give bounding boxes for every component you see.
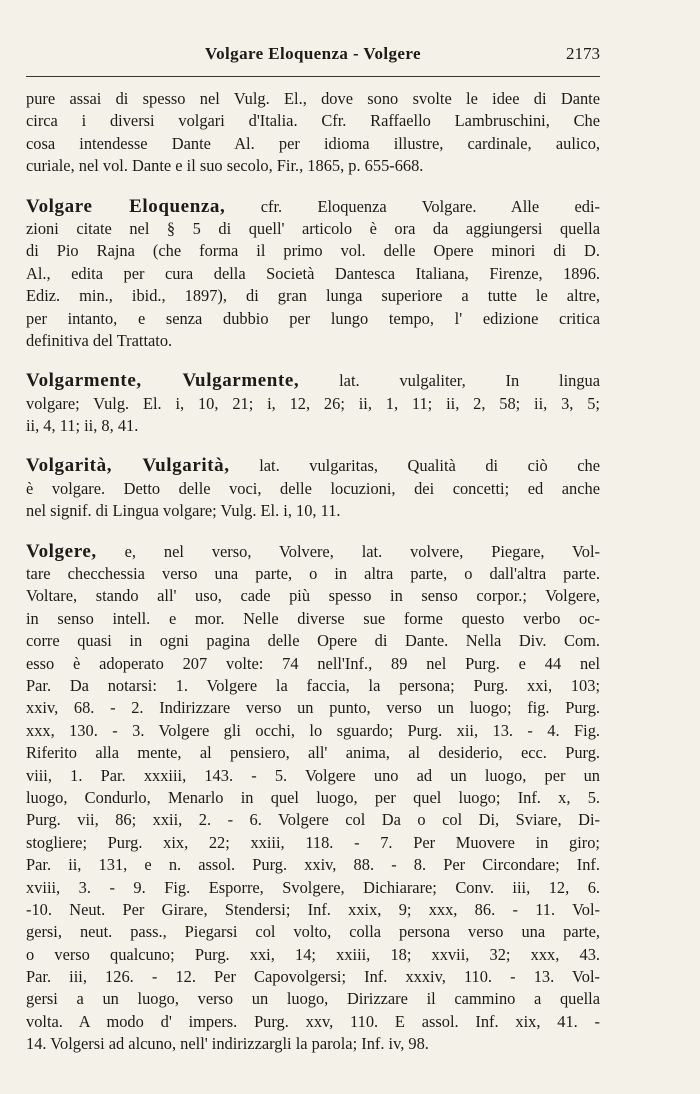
entry-volgare-eloquenza	[26, 196, 600, 353]
text-line: gersi, neut. pass., Piegarsi col volto, colla persona verso una parte,	[26, 922, 600, 942]
text-line: Ediz. min., ibid., 1897), di gran lunga superiore a tutte le altre,	[26, 286, 600, 306]
text-line: pure assai di spesso nel Vulg. El., dove sono svolte le idee di Dante	[26, 89, 600, 108]
entry-headline: Volgere, e, nel verso, Volvere, lat. volvere, Piegare, Vol-	[26, 540, 600, 562]
headword: Volgare Eloquenza,	[26, 195, 226, 217]
text-line: Par. iii, 126. - 12. Per Capovolgersi; Inf. xxxiv, 110. - 13. Vol-	[26, 967, 600, 987]
page-number: 2173	[566, 44, 600, 63]
text-line: xviii, 3. - 9. Fig. Esporre, Svolgere, Dichiarare; Conv. iii, 12, 6.	[26, 877, 600, 897]
text-line: zioni citate nel § 5 di quell' articolo è ora da aggiungersi quella	[26, 218, 600, 238]
text-line: Purg. vii, 86; xxii, 2. - 6. Volgere col Da o col Di, Sviare, Di-	[26, 810, 600, 830]
text-line: Al., edita per cura della Società Dantesca Italiana, Firenze, 1896.	[26, 263, 600, 283]
entry-continuation	[26, 88, 600, 178]
text-line: stogliere; Purg. xix, 22; xxiii, 118. - 7. Per Muovere in giro;	[26, 832, 600, 852]
text-line: circa i diversi volgari d'Italia. Cfr. Raffaello Lambruschini, Che	[26, 111, 600, 131]
text-line: corre quasi in ogni pagina delle Opere di Dante. Nella Div. Com.	[26, 631, 600, 651]
text-line: ii, 4, 11; ii, 8, 41.	[26, 416, 139, 436]
text-line: xxiv, 68. - 2. Indirizzare verso un punto, verso un luogo; fig. Purg.	[26, 698, 600, 718]
text-line: in senso intell. e mor. Nelle diverse sue forme questo verbo oc-	[26, 608, 600, 628]
text-line: definitiva del Trattato.	[26, 330, 173, 350]
entry-volgere	[26, 541, 600, 1056]
page-header	[26, 40, 600, 77]
entry-headline: Volgarmente, Vulgarmente, lat. vulgaliter, In lingua	[26, 370, 600, 392]
text-line: luogo, Condurlo, Menarlo in quel luogo, per quel luogo; Inf. x, 5.	[26, 787, 600, 807]
text-line: 14. Volgersi ad alcuno, nell' indirizzargli la parola; Inf. iv, 98.	[26, 1034, 429, 1054]
text-line: gersi a un luogo, verso un luogo, Dirizzare il cammino a quella	[26, 989, 600, 1009]
entry-volgarita	[26, 455, 600, 522]
entry-headline: Volgarità, Vulgarità, lat. vulgaritas, Qualità di ciò che	[26, 455, 600, 477]
text-line: Voltare, stando all' uso, cade più spesso in senso corpor.; Volgere,	[26, 586, 600, 606]
entry-headline: Volgare Eloquenza, cfr. Eloquenza Volgare. Alle edi-	[26, 195, 600, 217]
text-line: Riferito alla mente, al pensiero, all' anima, al desiderio, ecc. Purg.	[26, 743, 600, 763]
text-line: Par. Da notarsi: 1. Volgere la faccia, la persona; Purg. xxi, 103;	[26, 675, 600, 695]
text-line: di Pio Rajna (che forma il primo vol. delle Opere minori di D.	[26, 241, 600, 261]
text-line: viii, 1. Par. xxxiii, 143. - 5. Volgere uno ad un luogo, per un	[26, 765, 600, 785]
text-line: xxx, 130. - 3. Volgere gli occhi, lo sguardo; Purg. xii, 13. - 4. Fig.	[26, 720, 600, 740]
text-line: volta. A modo d' impers. Purg. xxv, 110. E assol. Inf. xix, 41. -	[26, 1011, 600, 1031]
text-line: nel signif. di Lingua volgare; Vulg. El. i, 10, 11.	[26, 501, 341, 521]
headword: Volgarità, Vulgarità,	[26, 455, 230, 477]
text-line: -10. Neut. Per Girare, Stendersi; Inf. xxix, 9; xxx, 86. - 11. Vol-	[26, 899, 600, 919]
text-line: esso è adoperato 207 volte: 74 nell'Inf., 89 nel Purg. e 44 nel	[26, 653, 600, 673]
headword: Volgere,	[26, 540, 97, 562]
text-line: volgare; Vulg. El. i, 10, 21; i, 12, 26; ii, 1, 11; ii, 2, 58; ii, 3, 5;	[26, 393, 600, 413]
text-line: è volgare. Detto delle voci, delle locuzioni, dei concetti; ed anche	[26, 478, 600, 498]
entry-volgarmente	[26, 370, 600, 437]
text-line: tare checchessia verso una parte, o in altra parte, o dall'altra parte.	[26, 564, 600, 584]
text-line: o verso qualcuno; Purg. xxi, 14; xxiii, 18; xxvii, 32; xxx, 43.	[26, 944, 600, 964]
text-line: curiale, nel vol. Dante e il suo secolo, Fir., 1865, p. 655-668.	[26, 156, 424, 176]
headword: Volgarmente, Vulgarmente,	[26, 370, 300, 392]
text-line: per intanto, e senza dubbio per lungo tempo, l' edizione critica	[26, 308, 600, 328]
running-title: Volgare Eloquenza - Volgere	[205, 44, 421, 63]
text-line: Par. ii, 131, e n. assol. Purg. xxiv, 88. - 8. Per Circondare; Inf.	[26, 855, 600, 875]
text-line: cosa intendesse Dante Al. per idioma illustre, cardinale, aulico,	[26, 133, 600, 153]
page-body	[26, 88, 600, 1074]
